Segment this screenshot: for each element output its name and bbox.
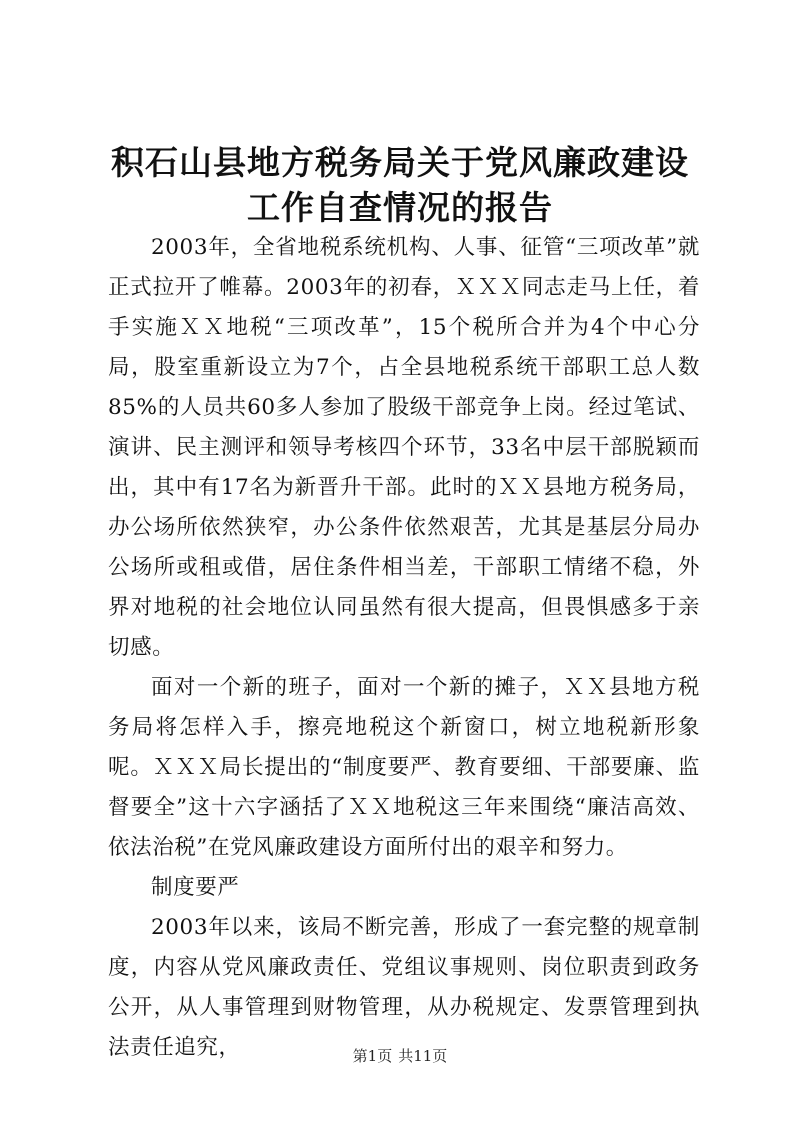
page-total: 共11页 (398, 1047, 448, 1065)
document-body (108, 228, 700, 1068)
document-title: 积石山县地方税务局关于党风廉政建设工作自查情况的报告 (111, 143, 689, 227)
paragraph-intro: 2003年，全省地税系统机构、人事、征管“三项改革”就正式拉开了帷幕。2003年的初春，ＸＸＸ同志走马上任，着手实施ＸＸ地税“三项改革”，15个税所合并为4个中心分局，股室重新设立为7个，占全县地税系统干部职工总人数85%的人员共60多人参加了股级干部竞争上岗。经过笔试、演讲、民主测评和领导考核四个环节，33名中层干部脱颖而出，其中有17名为新晋升干部。此时的ＸＸ县地方税务局，办公场所依然狭窄，办公条件依然艰苦，尤其是基层分局办公场所或租或借，居住条件相当差，干部职工情绪不稳，外界对地税的社会地位认同虽然有很大提高，但畏惧感多于亲切感。 (108, 235, 700, 660)
section-heading-system: 制度要严 (151, 875, 240, 900)
paragraph-new-team: 面对一个新的班子，面对一个新的摊子，ＸＸ县地方税务局将怎样入手，擦亮地税这个新窗口，树立地税新形象呢。ＸＸＸ局长提出的“制度要严、教育要细、干部要廉、监督要全”这十六字涵括了ＸＸ地税这三年来围绕“廉洁高效、依法治税”在党风廉政建设方面所付出的艰辛和努力。 (108, 675, 700, 860)
paragraph-rules: 2003年以来，该局不断完善，形成了一套完整的规章制度，内容从党风廉政责任、党组议事规则、岗位职责到政务公开，从人事管理到财物管理，从办税规定、发票管理到执法责任追究， (108, 915, 700, 1060)
page-footer (0, 1046, 800, 1066)
page-number: 第1页 (352, 1047, 393, 1065)
